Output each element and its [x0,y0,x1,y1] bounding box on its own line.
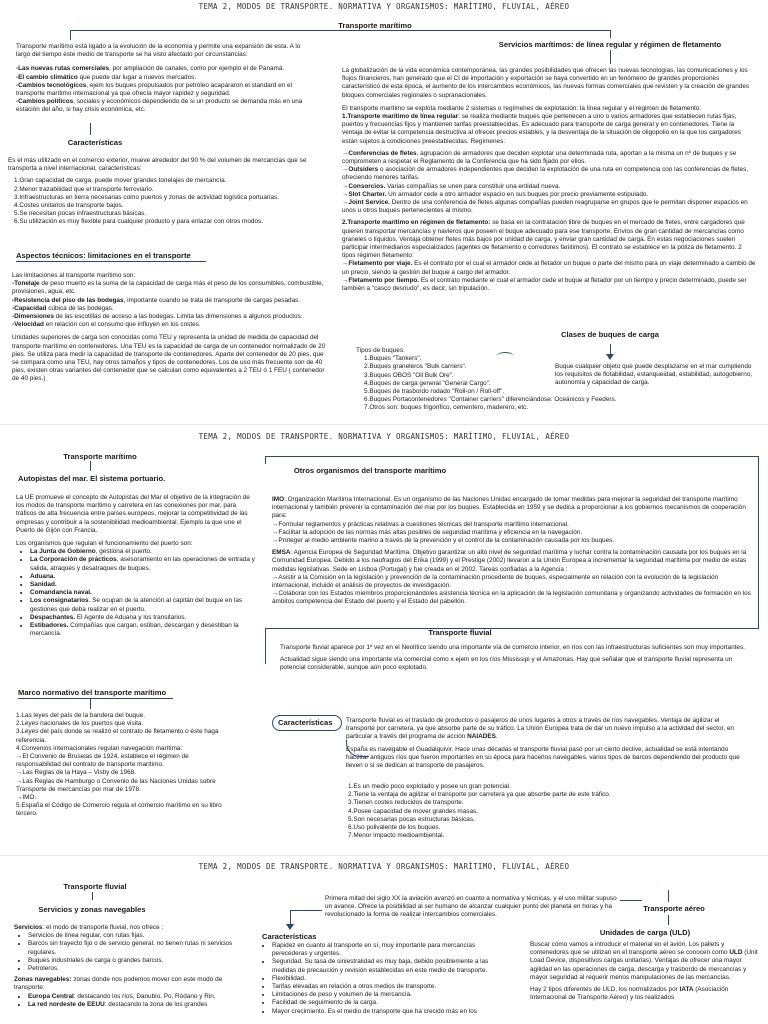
curved-arrow-icon [496,352,514,361]
ship-item: 6.Buques Portacontenedores "Container carriers" diferenciándose: Oceánicos y Feeders. [364,396,617,404]
norm-item: 4.Convenios internacionales regulan navegación marítima: [16,744,183,752]
uld-p1: Buscar cómo vamos a introducir el material en el avión. Los pallets y contenedores que se utilizan en el transporte aéreo se conocen como ULD (Unit Load Device, dispositivos cargas unitarias). Ventajas de ofrecer una mayor agilidad en las operaciones de carga, descarga y trasbordo de mercancías y mayor seguridad al requerir menos manipulaciones de las mercancías. [530,941,758,981]
ships-intro: Tipos de buques: [356,347,405,354]
regime-item: →Slot Charter. Un armador cede a otro armador espacio en sus buques por precio previamente estipulado. [342,190,649,198]
lim-item: -Resistencia del piso de las bodegas, importante cuando se trata de transporte de cargas pesadas. [12,296,301,304]
regime-item: →Outsiders o asociación de armadores independientes que deciden la explotación de una ruta en competencia con las conferencias de fletes, ofreciendo menores tarifas. [342,166,749,182]
zone-item: • Europa Central: destacando los ríos, Danubio, Po, Ródano y Rin. [28,993,242,1001]
list-item: 6.Uso polivalente de los buques. [348,824,441,832]
fleta-item: →Fletamento por tiempo. Es el contrato mediante el cual el armador cede el buque al fletador por un tiempo y precio determinado, puede ser también a "casco desnudo", es decir, sin tripulación. [342,276,747,293]
connector-line [265,456,266,464]
norm-item: 1.Las leyes del país de la bandera del buque. [16,712,145,719]
aereo-intro-block [325,895,617,920]
norm-item: →Las Reglas de la Haya – Visby de 1968. [16,769,136,777]
norm-item: →IMO. [16,794,37,802]
section-title-caracteristicas: Características [278,718,333,727]
section-title-buques: Clases de buques de carga [561,330,659,339]
list-item: 3.Tienen costes reducidos de transporte. [348,799,464,807]
connector-line [610,50,611,64]
fluvial-p1: Transporte fluvial aparece por 1º vez en el Neolítico siendo una importante vía de comercio interior, en ríos con las infraestructuras suficientes son muy importantes. [280,644,745,651]
list-item: • Seguridad. Su tasa de siniestralidad es muy baja, debido posiblemente a las medidas de precaución y revisión establecidas en este medio de transporte. [272,958,508,974]
port-item: • La Junta de Gobierno, gestiona el puerto. [30,548,256,556]
list-item: • Buques industriales de carga o grandes barcos. [28,957,242,965]
norm-item: →Las Reglas de Hamburgo o Convenio de las Naciones Unidas sobre Transporte de mercancías por mar de 1978. [16,777,216,793]
fluvial-char-p1: Transporte fluvial es el traslado de productos o pasajeros de unos lugares a otros a través de ríos navegables. Ventaja de agilizar el transporte por carretera, ya que absorbe parte de su tráfico. La Unión Europea trata de dar un nuevo impulso a la actividad del sector, en particular a través del programa de acción NAIADES. [346,717,734,741]
lim-item: -Capacidad cúbica de las bodegas. [12,304,114,312]
list-item: • Servicios de línea regular, con rutas fijas. [28,932,242,940]
norm-item: 5.España el Código de Comercio regula el comercio marítimo en su libro tercero. [16,802,222,818]
imo-item: →Proteger al medio ambiente marino a través de la prevención y el control de la contaminación causada por los buques. [272,537,615,545]
section-title-caracteristicas: Características [67,138,123,147]
section-title-fluvial: Transporte fluvial [428,628,492,637]
aereo-char-block [258,942,508,1016]
lim-item: -Tonelaje de peso muerto es la suma de la capacidad de carga más el peso de los consumibles, combustible, provisiones, agua, etc. [12,280,324,296]
port-intro: Los organismos que regulan el funcionamiento del puerto son: [16,540,193,548]
underline [16,261,206,262]
ship-item: 5.Buques de trasbordo rodado "Roll-on / Roll-off". [364,388,505,396]
servicios-p2: El transporte marítimo se explota mediante 2 sistemas o regímenes de explotación: la línea regular y el régimen de fletamento: [342,104,702,112]
fletamento-text: 2.Transporte marítimo en régimen de fletamento: se basa en la contratación libre de buques en el mercado de fletes, entre cargadores que quieren transportar mercancías y navieros que poseen el buque adecuado para ese transporte. Envíos de gran cantidad de mercancías como graneles o líquidos. Ventaja obtener fletes más bajos por unidad de carga, y enviar gran cantidad de carga. En estas negociaciones suelen participar intermediarios especializados (agentes de fletamento o corredores fariitimos). El contrato se establece en la póliza de fletamento. 2 tipos régimen fletamento: [342,219,745,260]
emsa-item: →Asistir a la Comisión en la legislación y prevención de la contaminación procedente de buques, especialmente en relación con la evolución de la legislación internacional, incluido el análisis de proyectos de investigación. [272,573,719,590]
section-title-marco: Marco normativo del transporte marítimo [18,688,167,697]
connector-line [620,900,642,901]
ship-item: 4.Buques de carga general "General Cargo". [364,379,491,387]
intro-block [16,43,316,115]
list-item: 7.Menor impacto medioambiental. [348,832,445,840]
fluvial-p2: Actualidad sigue siendo una importante vía comercial como x ejem en los ríos Mississipi y el Amazonas. Hay que señalar que el transporte fluvial representa un potencial considerable, aunque aún poco explotado. [280,656,733,672]
fluvial-block [280,644,750,673]
lim-item: -Dimensiones de las escotillas de acceso a las bodegas. Limita las dimensiones a algunos productos. [12,313,303,321]
imo-item: →Facilitar la adopción de las normas más altas posibles de seguridad marítima y eficiencia en la navegación. [272,528,583,536]
fleta-item: →Fletamento por viaje. Es el contrato por el cual el armador cede al fletador un buque o parte del mismo para un viaje determinado a cambio de un precio, siendo la gestión del buque a cargo del armador. [342,260,756,276]
servicios-zonas-block [14,924,242,1009]
caracteristicas-block [8,157,328,227]
autopistas-text: La UE promueve el concepto de Autopistas del Mar el objetivo de la integración de los modos de transporte marítimo y carretera en las conexiones por mar, para tráficos de alta frecuencia entre países europeos, mejorar la competitividad de las empresas y contribuir a la sostenibilidad medioambiental. Ejemplo la que une el Puerto de Gijón con Francia. [16,494,250,534]
section-title-aspectos: Aspectos técnicos: limitaciones en el transporte [16,251,191,260]
regime-item: →Consorcios. Varias compañías se unen para constituir una entidad nueva. [342,182,561,190]
list-item: 1.Gran capacidad de carga, puede mover grandes tonelajes de mercancía. [14,177,227,185]
section-title-uld: Unidades de carga (ULD) [599,928,691,937]
autopistas-block [16,494,256,638]
section-title-autopistas: Autopistas del mar. El sistema portuario. [18,474,166,483]
connector-line [610,30,611,38]
section-title-servicios-zonas: Servicios y zonas navegables [38,905,146,914]
char-intro: Es el más utilizado en el comercio exterior, mueve alrededor del 90 % del volumen de mercancías que se transporta a nivel internacional, características: [8,157,307,173]
section-title-servicios: Servicios marítimos: de línea regular y régimen de fletamento [498,40,722,49]
section-title-aereo: Transporte aéreo [643,904,705,913]
list-item: 4.Costes unitarios de transporte bajos. [14,202,124,210]
emsa-item: →Colaborar con los Estados miembros proporcionándoles asistencia técnica en la aplicación de la legislación comunitaria y organizando actividades de formación en los ámbitos competencia del Estado del puerto y el Estado del pabellón. [272,590,751,606]
buque-note-block [555,363,755,388]
page-separator [0,424,768,425]
ship-item: 2.Buques graneleros "Bulk carriers". [364,363,467,371]
norm-item: →El Convenio de Bruselas de 1924, establece el régimen de responsabilidad del contrato de transporte marítimo. [16,753,189,769]
port-item: • Sanidad. [30,581,256,589]
lim-intro: Las limitaciones al transporte marítimo son: [12,272,136,279]
connector-line [70,30,71,40]
intro-text: Transporte marítimo está ligado a la evolución de la economía y permite una expansión de esta. A lo largo del tiempo este medio de transporte se ha visto afectado por circunstancias: [16,43,301,59]
underline [18,698,173,699]
list-item: 6.Su utilización es muy flexible para cualquier producto y para enlazar con otros modos. [14,218,264,226]
imo-text: IMO: Organización Marítima Internacional. Es un organismo de las Naciones Unidas encargado de tomar medidas para mejorar la seguridad del transporte marítimo internacional y también prevenir la contaminación del mar por los buques. Establecida en 1959 y se dedica a proporcionar a los gobiernos mecanismos de cooperación para: [272,496,746,520]
port-item: • Aduana. [30,573,256,581]
list-item: 2.Tiene la ventaja de agilizar el transporte por carretera ya que absorbe parte de este tráfico. [348,791,611,799]
fluvial-char-block [346,717,750,770]
port-item: • Despachantes. El Agente de Aduana y los transitarios. [30,614,256,622]
page-header: TEMA 2, MODOS DE TRANSPORTE. NORMATIVA Y ORGANISMOS: MARÍTIMO, FLUVIAL, AÉREO [198,432,570,441]
uld-block [530,941,758,1002]
factor-item: -Cambios políticos, sociales y económicos dependiendo de si un producto se demanda más en una estación del año, si hay crisis económica, etc. [16,98,303,114]
lim-item: -Velocidad en relación con el consumo que influyen en los costes. [12,321,201,329]
section-title-organismos: Otros organismos del transporte marítimo [293,466,447,475]
ship-item: 3.Buques OBOS "Oil Bulk Ore". [364,371,454,379]
list-item: 2.Menor trazabilidad que el transporte ferroviario. [14,185,154,193]
organismos-block [272,496,752,607]
connector-line [90,461,91,471]
connector-line [92,892,93,900]
list-item: • Tarifas elevadas en relación a otros medios de transporte. [272,983,508,991]
list-item: 4.Posee capacidad de mover grandes masas. [348,807,479,815]
teu-text: Unidades superiores de carga son conocidas como TEU y representa la unidad de medida de capacidad del transporte marítimo en contenedores. Una TEU es la capacidad de carga de un contenedor normalizado de 20 pies. Se utiliza para medir la capacidad de transporte de contenedores. Aparte del contenedor de 20 pies, que se compara como una TEU, hay otros tamaños y tipos de contenedores. Los de uso más frecuente son de 40 pies, existen otras variantes del contenedor que se calculan como equivalentes a 2 TEU ó 1 FEU ( contenedor de 40 pies.) [12,334,326,383]
zone-item: • La red nordeste de EEUU: destacando la zona de los grandes [28,1001,242,1009]
list-item: • Limitaciones de peso y volumen de la mercancía. [272,991,508,999]
connector-line [758,456,759,628]
aereo-intro: Primera mitad del siglo XX la aviación avanzó en cuanto a normativa y técnicas, y el uso militar supuso un avance. Ofrece la posibilidad al ser humano de alcanzar cualquier punto del planeta en horas y ha revolucionado la forma de realizar intercambios comerciales. [325,895,617,919]
connector-line [668,890,669,902]
servicios-block [342,67,756,293]
list-item: • Facilidad de seguimiento de la carga. [272,999,508,1007]
zones-text: Zonas navegables: zonas donde nos podemos mover con este modo de transporte: [14,976,223,992]
servicios-intro: La globalización de la vida económica contemporánea, las grandes posibilidades que ofrecen las nuevas tecnologías, las comunicaciones y los flujos financieros, han generado que el CI de importación y exportación se haya convertido en un fenómeno de grandes proporciones característico de esta época, el aumento de los intercambios económicos, las nuevas formas comerciales que revisten y la creación de grandes bloques comerciales regionales o supranacionales. [342,67,750,99]
connector-line [290,910,322,911]
regime-item: →Conferencias de fletes, agrupación de armadores que deciden explotar una determinada ruta, aportan a la misma un nº de buques y se comprometen a respetar el Reglamento de la Conferencia que ha sido fijado por ellos. [342,149,737,166]
port-item: • Comandancia naval. [30,589,256,597]
imo-item: →Formular reglamentos y prácticas relativas a cuestiones técnicas del transporte marítimo internacional. [272,520,569,528]
section-title-maritimo: Transporte marítimo [63,452,137,461]
port-item: • Los consignatarios. Se ocupan de la atención al capitán del buque en las gestiones que deba realizar en el puerto. [30,597,256,613]
factor-item: -Las nuevas rutas comerciales, por ampliación de canales, como por ejemplo el de Panamá. [16,65,285,73]
section-title-maritimo: Transporte marítimo [338,21,412,30]
list-item: 3.Infraestructuras en tierra necesarias como puertos y zonas de actividad logística portuarias. [14,193,279,201]
connector-line [90,699,91,709]
ship-item: 7.Otros son: buques frigorífico, cementero, maderero, etc. [364,404,529,412]
arrow-down-icon [286,924,294,930]
list-item: • Rapidez en cuanto al transporte en sí, muy importante para mercancías perecederas y urgentes. [272,942,508,958]
servicios-linea: 1.Transporte marítimo de línea regular: se realiza mediante buques que pertenecen a uno o varios armadores que establecen rutas fijas, puertos y frecuencias fijos y mantienen tarifas preestablecidas. Es adecuado para transporte de carga general y en contenedores. Tiene la ventaja de evitar la competencia destructiva al ofrecer precios estables, y la desventaja de la situación de oligopolio en la que los cargadores están sujetos a condiciones preestablecidas. Regímenes: [342,113,741,145]
serv-intro: Servicios: el modo de transporte fluvial, nos ofrece : [14,924,164,931]
port-item: • La Corporación de prácticos, asesoramiento en las operaciones de entrada y salida, atraques y desatraques de buques. [30,556,256,572]
fluvial-char-p2: España es navegable el Guadalquivir. Hace unas décadas el transporte fluvial pasó por un cierto declive, actualidad se está intentando habilitar antiguos ríos que fueron importantes en su época para hacerlos navegables. varios tipos de barcos dependiendo del producto que lleven o si se dedican al transporte de pasajeros. [346,745,740,770]
list-item: 5.Son necesarias pocas estructuras básicas. [348,815,475,823]
regime-item: →Joint Service. Dentro de una conferencia de fletes algunas compañías pueden reagruparse en grupos que le permitan disponer espacios en unos u otros buques pertenecientes al mismo. [342,199,748,215]
connector-line [70,30,610,31]
page-header: TEMA 2, MODOS DE TRANSPORTE. NORMATIVA Y ORGANISMOS: MARÍTIMO, FLUVIAL, AÉREO [198,2,570,11]
factor-item: -Cambios tecnológicos, ejem los buques propulsados por petróleo acapararon el standard en el transporte marítimo internacional ya que ofrecía mayor rapidez y seguridad. [16,81,293,98]
list-item: • Mayor crecimiento. Es el medio de transporte que ha crecido más en los [272,1008,508,1016]
norm-item: 2.Leyes nacionales de los puertos que visita. [16,720,144,728]
connector-line [90,123,91,135]
port-item: • Estibadores. Compañías que cargan, estiban, descargan y desestiban la mercancía. [30,622,256,638]
connector-line [265,628,266,664]
fluvial-char-list [348,783,748,840]
norm-item: 3.Leyes del país donde se realizó el contrato de fletamento o éste haga referencia. [16,728,219,744]
emsa-text: EMSA: Agencia Europea de Seguridad Marítima. Objetivo garantizar un alto nivel de seguridad marítima y luchar contra la contaminación causada por los buques en la Comunidad Europea. Debido a los naufragios del Erika (1999) y el Prestige (2002) llevaron a la Unión Europea a incrementar la seguridad marítima por medio de estas medidas legislativas. Sede en Lisboa (Portugal) y fue creada en el 2002. Tareas confiadas a la Agencia : [272,549,747,573]
list-item: • Flexibilidad. [272,975,508,983]
uld-p2: Hay 2 tipos diferentes de ULD, los normalizados por IATA (Asociación Internacional de Transporte Aéreo) y los realizados [530,986,729,1002]
marco-block [16,712,228,819]
list-item: 1.Es un medio poco explotado y posee un gran potencial. [348,783,511,790]
section-title-fluvial: Transporte fluvial [63,882,127,891]
connector-line [265,456,759,457]
ship-item: 1.Buques "Tankers". [364,355,422,363]
connector-line [668,915,669,925]
factor-item: -El cambio climático que puede dar lugar a nuevos mercados. [16,73,197,81]
list-item: • Barcos sin trayecto fijo o de servicio general, no tienen rutas ni servicios regulares. [28,940,242,956]
page-separator [0,855,768,856]
section-title-caracteristicas: Características [262,932,317,941]
ship-note: Buque cualquier objeto que puede desplazarse en el mar cumpliendo los requisitos de flotabilidad, estanqueidad, estabilidad, autogobierno, autonomía y capacidad de carga. [555,363,753,387]
page-header: TEMA 2, MODOS DE TRANSPORTE. NORMATIVA Y ORGANISMOS: MARÍTIMO, FLUVIAL, AÉREO [198,862,570,871]
list-item: 5.Se necesitan pocas infraestructuras básicas. [14,210,147,218]
limitaciones-block [12,272,330,384]
list-item: • Petroleros. [28,965,242,973]
